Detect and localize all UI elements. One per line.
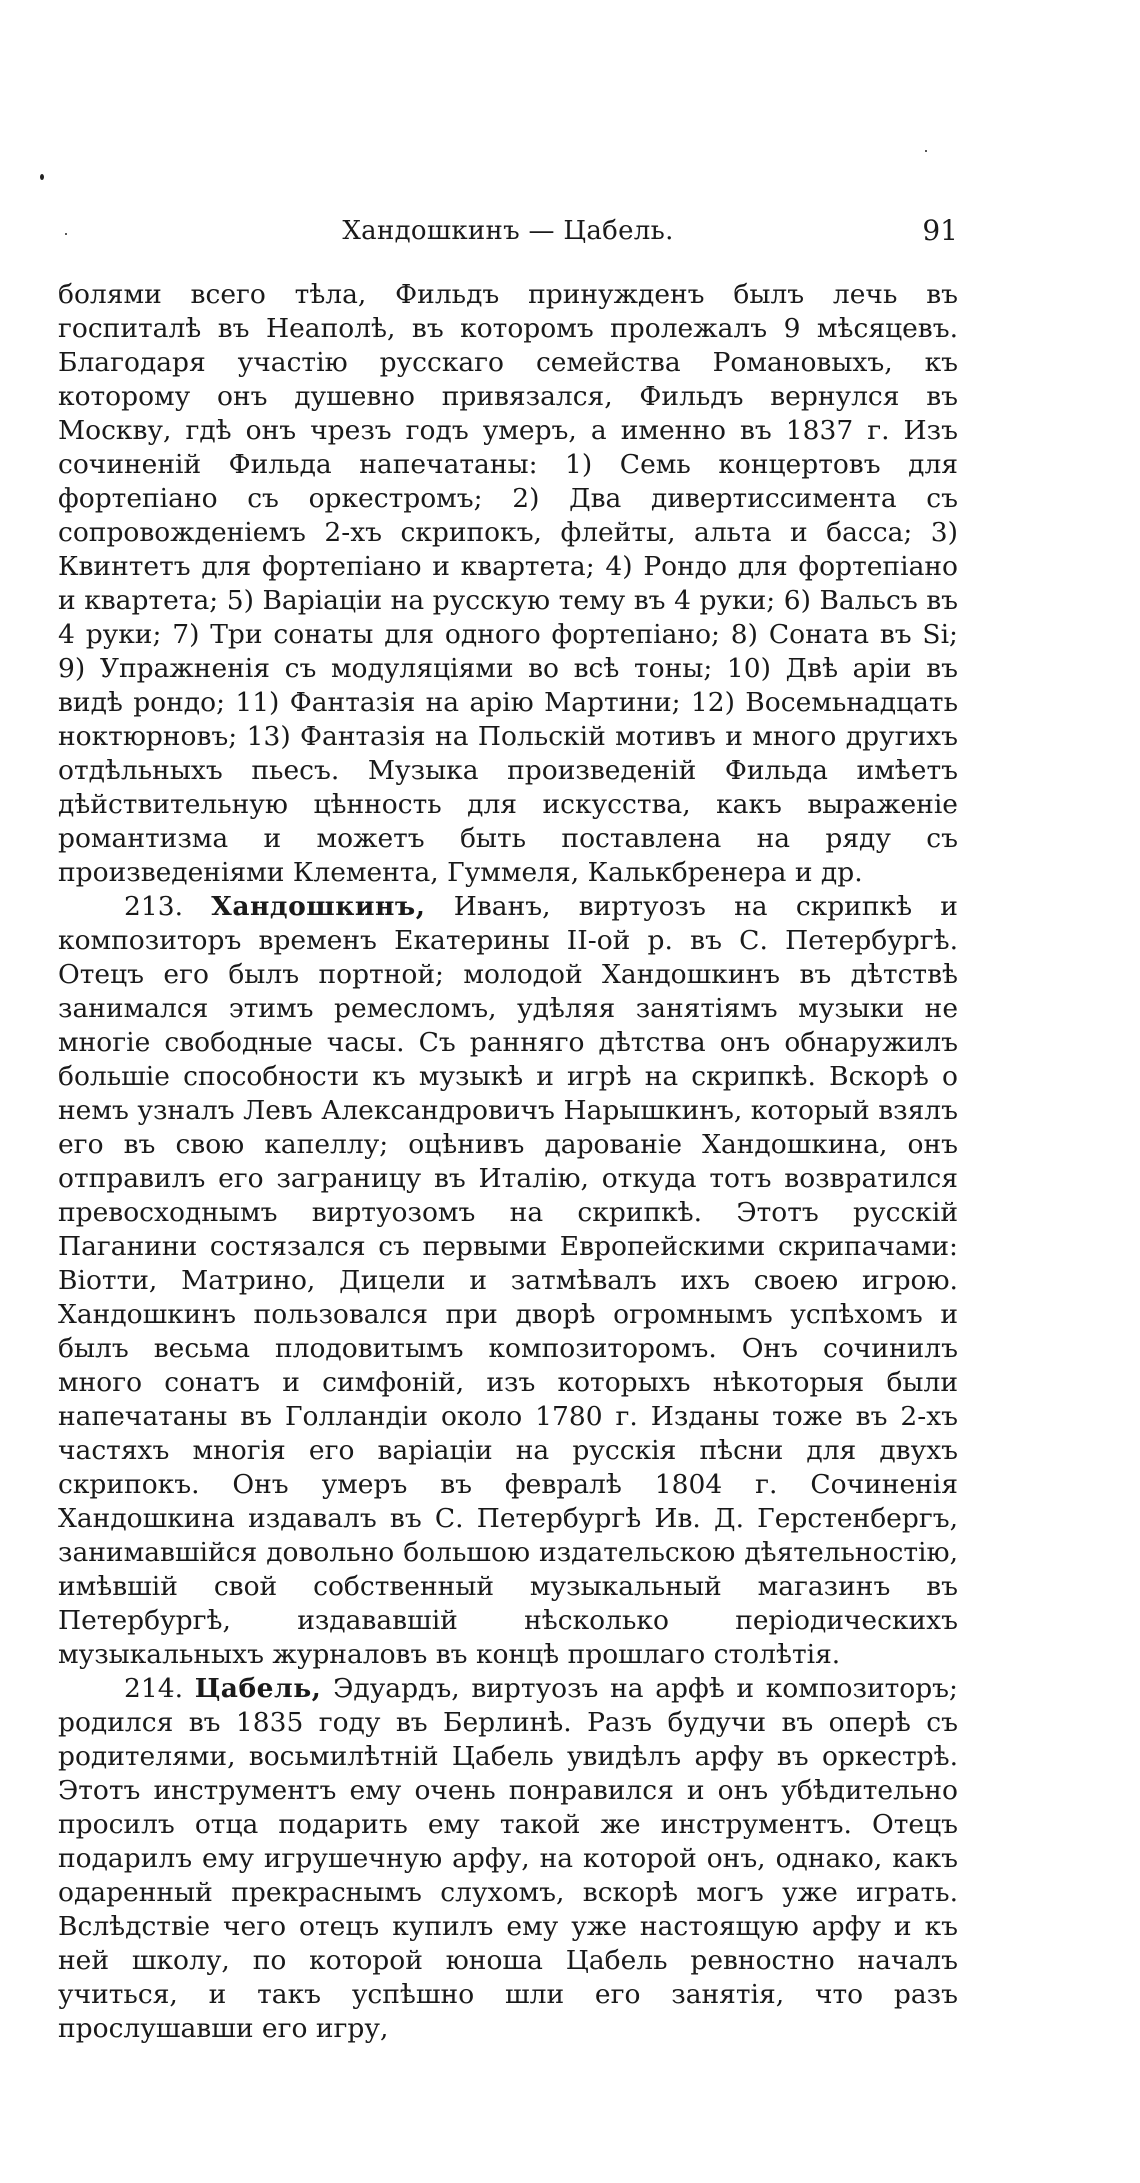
print-speck [925, 150, 927, 152]
entry-214 [58, 1672, 958, 2046]
paragraph-text: болями всего тѣла, Фильдъ принужденъ былъ лечь въ госпиталѣ въ Неаполѣ, въ которомъ пролежалъ 9 мѣсяцевъ. Благодаря участію русскаго семейства Романовыхъ, къ которому онъ душевно привязался, Фильдъ вернулся въ Москву, гдѣ онъ чрезъ годъ умеръ, а именно въ 1837 г. Изъ сочиненій Фильда напечатаны: 1) Семь концертовъ для фортепіано съ оркестромъ; 2) Два дивертиссимента съ сопровожденіемъ 2-хъ скрипокъ, флейты, альта и басса; 3) Квинтетъ для фортепіано и квартета; 4) Рондо для фортепіано и квартета; 5) Варіаціи на русскую тему въ 4 руки; 6) Вальсъ въ 4 руки; 7) Три сонаты для одного фортепіано; 8) Соната въ Si; 9) Упражненія съ модуляціями во всѣ тоны; 10) Двѣ аріи въ видѣ рондо; 11) Фантазія на арію Мартини; 12) Восемьнадцать ноктюрновъ; 13) Фантазія на Польскій мотивъ и много другихъ отдѣльныхъ пьесъ. Музыка произведеній Фильда имѣетъ дѣйствительную цѣнность для искусства, какъ выраженіе романтизма и можетъ быть поставлена на ряду съ произведеніями Клемента, Гуммеля, Калькбренера и др. [58, 279, 958, 888]
print-speck [40, 174, 44, 180]
entry-213 [58, 890, 958, 1672]
entry-number: 213. [124, 891, 184, 922]
entry-text: Иванъ, виртуозъ на скрипкѣ и композиторъ временъ Екатерины II-ой р. въ С. Петербургѣ. Отецъ его былъ портной; молодой Хандошкинъ въ дѣтствѣ занимался этимъ ремесломъ, удѣляя занятіямъ музыки не многіе свободные часы. Съ ранняго дѣтства онъ обнаружилъ большіе способности къ музыкѣ и игрѣ на скрипкѣ. Вскорѣ о немъ узналъ Левъ Александровичъ Нарышкинъ, который взялъ его въ свою капеллу; оцѣнивъ дарованіе Хандошкина, онъ отправилъ его заграницу въ Италію, откуда тотъ возвратился превосходнымъ виртуозомъ на скрипкѣ. Этотъ русскій Паганини состязался съ первыми Европейскими скрипачами: Віотти, Матрино, Дицели и затмѣвалъ ихъ своею игрою. Хандошкинъ пользовался при дворѣ огромнымъ успѣхомъ и былъ весьма плодовитымъ композиторомъ. Онъ сочинилъ много сонатъ и симфоній, изъ которыхъ нѣкоторыя были напечатаны въ Голландіи около 1780 г. Изданы тоже въ 2-хъ частяхъ многія его варіаціи на русскія пѣсни для двухъ скрипокъ. Онъ умеръ въ февралѣ 1804 г. Сочиненія Хандошкина издавалъ въ С. Петербургѣ Ив. Д. Герстенбергъ, занимавшійся довольно большою издательскою дѣятельностію, имѣвшій свой собственный музыкальный магазинъ въ Петербургѣ, издававшій нѣсколько періодическихъ музыкальныхъ журналовъ въ концѣ прошлаго столѣтія. [58, 891, 958, 1670]
running-title: Хандошкинъ — Цабель. [342, 216, 674, 246]
body-text [58, 278, 958, 2046]
page-number: 91 [922, 214, 958, 247]
entry-name: Хандошкинъ, [211, 891, 426, 922]
entry-name: Цабель, [194, 1673, 322, 1704]
entry-text: Эдуардъ, виртуозъ на арфѣ и композиторъ; родился въ 1835 году въ Берлинѣ. Разъ будучи въ оперѣ съ родителями, восьмилѣтній Цабель увидѣлъ арфу въ оркестрѣ. Этотъ инструментъ ему очень понравился и онъ убѣдительно просилъ отца подарить ему такой же инструментъ. Отецъ подарилъ ему игрушечную арфу, на которой онъ, однако, какъ одаренный прекраснымъ слухомъ, вскорѣ могъ уже играть. Вслѣдствіе чего отецъ купилъ ему уже настоящую арфу и къ ней школу, по которой юноша Цабель ревностно началъ учиться, и такъ успѣшно шли его занятія, что разъ прослушавши его игру, [58, 1673, 958, 2044]
entry-number: 214. [124, 1673, 184, 1704]
paragraph-field-continued [58, 278, 958, 890]
running-header [58, 211, 958, 251]
